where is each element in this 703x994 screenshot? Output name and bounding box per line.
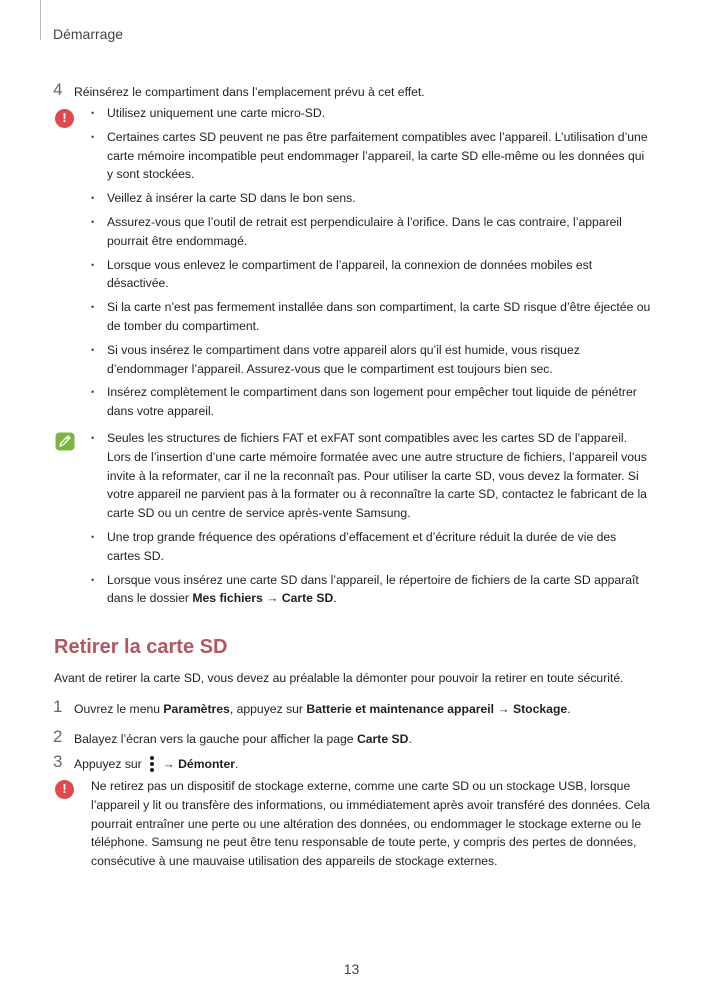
- list-item: • Utilisez uniquement une carte micro-SD.: [107, 104, 652, 123]
- section-intro: Avant de retirer la carte SD, vous devez au préalable la démonter pour pouvoir la retirer en toute sécurité.: [54, 671, 624, 685]
- list-item: • Lorsque vous enlevez le compartiment de l’appareil, la connexion de données mobiles est désactivée.: [107, 256, 652, 294]
- list-item: • Veillez à insérer la carte SD dans le bon sens.: [107, 189, 652, 208]
- page-header-title: Démarrage: [53, 26, 124, 42]
- list-item: • Seules les structures de fichiers FAT et exFAT sont compatibles avec les cartes SD de l’appareil. Lors de l’insertion d’une carte mémoire formatée avec une autre structure de fichiers, l’appareil vous invite à la reformater, car il ne la reconnaît pas. Pour utiliser la carte SD, vous devez la formater. Si votre appareil ne parvient pas à la formater ou à reconnaître la carte SD, contactez le fabricant de la carte SD ou un centre de service après-vente Samsung.: [107, 429, 652, 523]
- step-number-3: 3: [53, 752, 63, 771]
- step-1-text: Ouvrez le menu Paramètres, appuyez sur Batterie et maintenance appareil → Stockage.: [74, 702, 571, 716]
- step-number-1: 1: [53, 697, 63, 716]
- list-item: • Insérez complètement le compartiment dans son logement pour empêcher tout liquide de pénétrer dans votre appareil.: [107, 383, 652, 421]
- step-number-4: 4: [53, 80, 63, 99]
- step-2-text: Balayez l’écran vers la gauche pour afficher la page Carte SD.: [74, 732, 412, 746]
- list-item: • Certaines cartes SD peuvent ne pas être parfaitement compatibles avec l’appareil. L’utilisation d’une carte mémoire incompatible peut endommager l’appareil, la carte SD elle-même ou les données qui y sont stockées.: [107, 128, 652, 184]
- list-item: • Si vous insérez le compartiment dans votre appareil alors qu’il est humide, vous risquez d’endommager l’appareil. Assurez-vous que le compartiment est toujours bien sec.: [107, 341, 652, 379]
- more-options-icon: [147, 756, 157, 772]
- caution-text: Ne retirez pas un dispositif de stockage externe, comme une carte SD ou un stockage USB, lorsque l’appareil y lit ou transfère des informations, ou immédiatement après avoir transféré des données. Cela pourrait entraîner une perte ou une altération des données, ou endommager le stockage externe ou le téléphone. Samsung ne peut être tenu responsable de toute perte, y compris des pertes de données, consécutive à une mauvaise utilisation des appareils de stockage externes.: [91, 779, 650, 869]
- caution-icon: !: [55, 780, 74, 799]
- menu-path-my-files: Mes fichiers: [192, 591, 263, 606]
- menu-path-sd-card: Carte SD: [281, 591, 334, 606]
- section-title: Retirer la carte SD: [54, 636, 228, 658]
- step-number-2: 2: [53, 727, 63, 746]
- note-pencil-icon: [55, 432, 75, 451]
- step-3-text: Appuyez sur → Démonter.: [74, 757, 239, 771]
- list-item: • Une trop grande fréquence des opérations d’effacement et d’écriture réduit la durée de vie des cartes SD.: [107, 528, 652, 566]
- page-number: 13: [343, 961, 360, 977]
- note-list: [107, 429, 652, 613]
- step-4-text: Réinsérez le compartiment dans l’emplacement prévu à cet effet.: [74, 85, 425, 99]
- header-divider: [40, 0, 41, 40]
- list-item: • Lorsque vous insérez une carte SD dans l’appareil, le répertoire de fichiers de la carte SD apparaît dans le dossier Mes fichiers → Carte SD.: [107, 571, 652, 609]
- caution-list: [107, 104, 652, 426]
- list-item: • Assurez-vous que l’outil de retrait est perpendiculaire à l’orifice. Dans le cas contraire, l’appareil pourrait être endommagé.: [107, 213, 652, 251]
- caution-icon: !: [55, 109, 74, 128]
- list-item: • Si la carte n’est pas fermement installée dans son compartiment, la carte SD risque d’être éjectée ou de tomber du compartiment.: [107, 298, 652, 336]
